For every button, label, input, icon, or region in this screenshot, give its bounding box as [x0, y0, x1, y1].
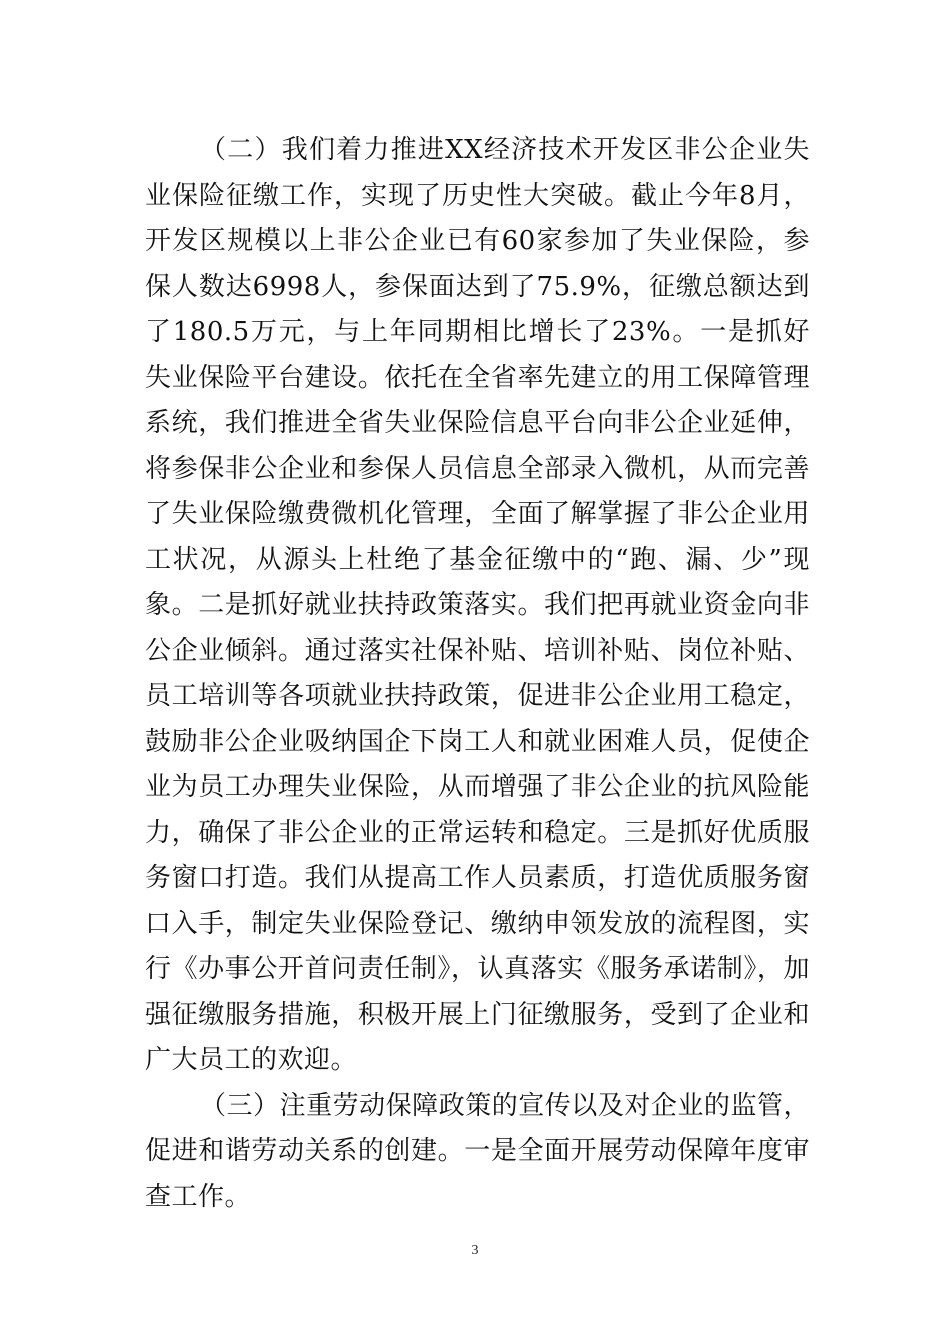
page-number: 3 [471, 1243, 479, 1258]
paragraph-section-three: （三）注重劳动保障政策的宣传以及对企业的监管，促进和谐劳动关系的创建。一是全面开展劳动保障年度审查工作。 [145, 1090, 810, 1212]
paragraph-section-two: （二）我们着力推进XX经济技术开发区非公企业失业保险征缴工作，实现了历史性大突破。截止今年8月，开发区规模以上非公企业已有60家参加了失业保险，参保人数达6998人，参保面达到了75.9%，征缴总额达到了180.5万元，与上年同期相比增长了23%。一是抓好失业保险平台建设。依托在全省率先建立的用工保障管理系统，我们推进全省失业保险信息平台向非公企业延伸，将参保非公企业和参保人员信息全部录入微机，从而完善了失业保险缴费微机化管理，全面了解掌握了非公企业用工状况，从源头上杜绝了基金征缴中的“跑、漏、少”现象。二是抓好就业扶持政策落实。我们把再就业资金向非公企业倾斜。通过落实社保补贴、培训补贴、岗位补贴、员工培训等各项就业扶持政策，促进非公企业用工稳定，鼓励非公企业吸纳国企下岗工人和就业困难人员，促使企业为员工办理失业保险，从而增强了非公企业的抗风险能力，确保了非公企业的正常运转和稳定。三是抓好优质服务窗口打造。我们从提高工作人员素质，打造优质服务窗口入手，制定失业保险登记、缴纳申领发放的流程图，实行《办事公开首问责任制》，认真落实《服务承诺制》，加强征缴服务措施，积极开展上门征缴服务，受到了企业和广大员工的欢迎。 [145, 135, 810, 1075]
document-body [145, 128, 810, 1220]
